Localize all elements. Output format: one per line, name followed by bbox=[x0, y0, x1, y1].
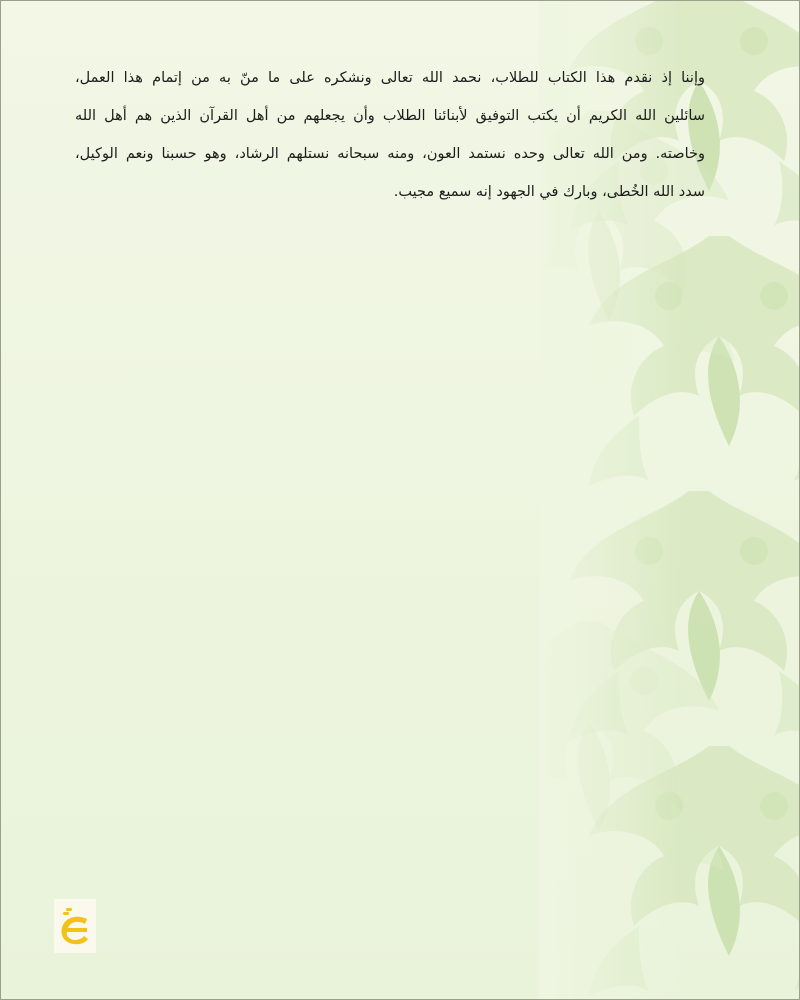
publisher-logo-icon bbox=[54, 899, 96, 953]
paragraph-line-4: سدد الله الخُطى، وبارك في الجهود إنه سميع مجيب. bbox=[393, 184, 705, 200]
paragraph-line-1: وإننا إذ نقدم هذا الكتاب للطلاب، نحمد الله تعالى ونشكره على ما منّ به من إتمام هذا العمل، bbox=[75, 70, 705, 86]
body-paragraph bbox=[75, 59, 705, 211]
paragraph-line-3: وخاصته. ومن الله تعالى وحده نستمد العون، ومنه سبحانه نستلهم الرشاد، وهو حسبنا ونعم الوكيل، bbox=[75, 146, 705, 162]
paragraph-line-2: سائلين الله الكريم أن يكتب التوفيق لأبنائنا الطلاب وأن يجعلهم من أهل القرآن الذين هم أهل الله bbox=[75, 108, 705, 124]
